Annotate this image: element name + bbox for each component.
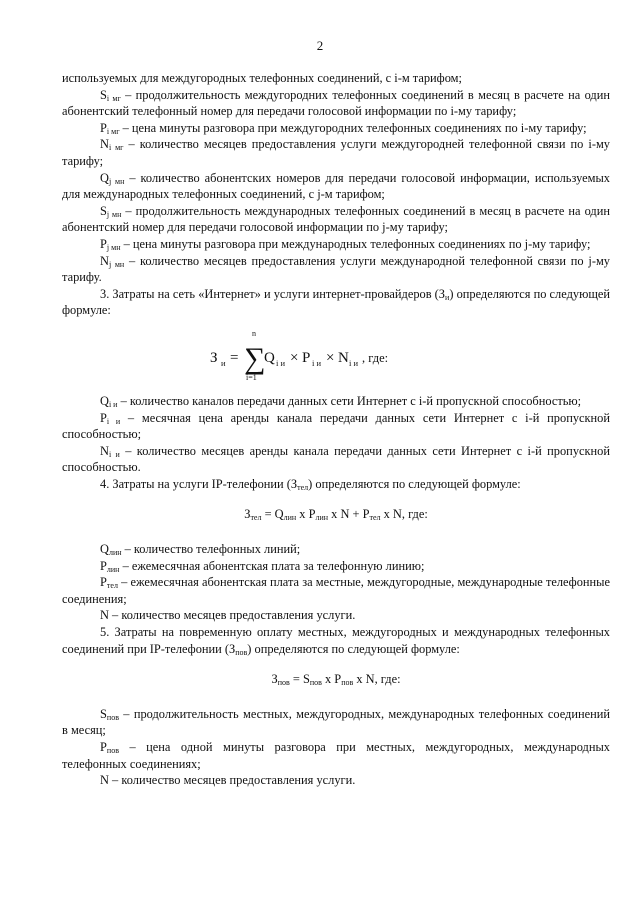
definition-p-i-mg: $P_{i мг}$ – цена минуты разговора при междугородних телефонных соединениях по i-му тарифу; (100, 120, 587, 136)
formula-p-sub: i и (312, 357, 322, 368)
definition-n-i-i: $N_{i и}$ – количество месяцев аренды канала передачи данных сети Интернет с i-й пропускной способностью. (62, 443, 610, 475)
section-5-intro: 5. Затраты на повременную оплату местных, междугородных и международных телефонных соединений при IP-телефонии $(З_{пов})$ определяются по следующей формуле: (62, 625, 610, 657)
formula-n-sub: i и (349, 357, 359, 368)
formula-time-based: $З_{пов} = S_{пов}$ х $P_{пов}$ х N, где: (271, 672, 401, 688)
definition-n-i-mg: $N_{i мг}$ – количество месяцев предоставления услуги междугородней телефонной связи по i-му тарифу; (62, 137, 610, 168)
definition-n-months-2: N – количество месяцев предоставления услуги. (100, 773, 356, 788)
definition-p-j-mn: $P_{j мн}$ – цена минуты разговора при международных телефонных соединениях по j-му тарифу; (100, 236, 591, 252)
page-number: 2 (316, 38, 324, 53)
definition-p-pov: $P_{пов}$ – цена одной минуты разговора при местных, междугородных, международных телефонных соединениях; (62, 740, 610, 771)
formula-tail: , где: (362, 350, 389, 365)
sum-top: n (252, 328, 256, 338)
formula-q-sub: i и (276, 357, 286, 368)
definition-q-i-i: $Q_{i и}$ – количество каналов передачи данных сети Интернет с i-й пропускной способностью; (100, 393, 582, 409)
formula-internet (62, 319, 610, 393)
definition-n-months: N – количество месяцев предоставления услуги. (100, 608, 356, 623)
definition-s-j-mn: $S_{j мн}$ – продолжительность международных телефонных соединений в месяц в расчете на один абонентский номер для передачи голосовой информации по j-му тарифу; (62, 203, 610, 235)
formula-q: Q (264, 349, 275, 366)
section-3-intro: 3. Затраты на сеть «Интернет» и услуги интернет-провайдеров $(З_и)$ определяются по следующей формуле: (62, 286, 610, 318)
definition-s-i-mg: $S_{i мг}$ – продолжительность междугородних телефонных соединений в месяц в расчете на один абонентский телефонный номер для передачи голосовой информации по i-му тарифу; (62, 87, 610, 119)
document-body (62, 70, 610, 789)
formula-ip-telephony: $З_{тел} = Q_{лин}$ х $P_{лин}$ х $N + P_{тел}$ х N, где: (244, 507, 428, 523)
section-4-intro: 4. Затраты на услуги IP-телефонии $(З_{тел})$ определяются по следующей формуле: (100, 476, 521, 492)
formula-times-1: × (290, 349, 299, 366)
sum-bottom: i=1 (246, 372, 257, 382)
definition-s-pov: $S_{пов}$ – продолжительность местных, междугородных, международных телефонных соединений в месяц; (62, 706, 610, 738)
definition-n-j-mn: $N_{j мн}$ – количество месяцев предоставления услуги международной телефонной связи по j-му тарифу. (62, 253, 610, 285)
definition-p-tel: $P_{тел}$ – ежемесячная абонентская плата за местные, междугородные, международные телефонные соединения; (62, 575, 610, 606)
formula-times-2: × (326, 349, 335, 366)
text-line: используемых для междугородных телефонных соединений, с i-м тарифом; (62, 71, 462, 85)
definition-p-i-i: $P_{i и}$ – месячная цена аренды канала передачи данных сети Интернет с i-й пропускной способностью; (62, 410, 610, 442)
definition-p-lin: $P_{лин}$ – ежемесячная абонентская плата за телефонную линию; (100, 558, 425, 574)
formula-n: N (338, 349, 349, 366)
definition-q-lin: $Q_{лин}$ – количество телефонных линий; (100, 542, 301, 558)
formula-lhs: З (210, 349, 218, 366)
formula-p: P (302, 349, 311, 366)
sigma-symbol: ∑ (244, 341, 266, 375)
definition-q-j-mn: $Q_{j мн}$ – количество абонентских номеров для передачи голосовой информации, используемых для международных телефонных соединений, с j-м тарифом; (62, 170, 610, 202)
formula-eq: = (230, 349, 239, 366)
formula-lhs-sub: и (221, 357, 226, 368)
